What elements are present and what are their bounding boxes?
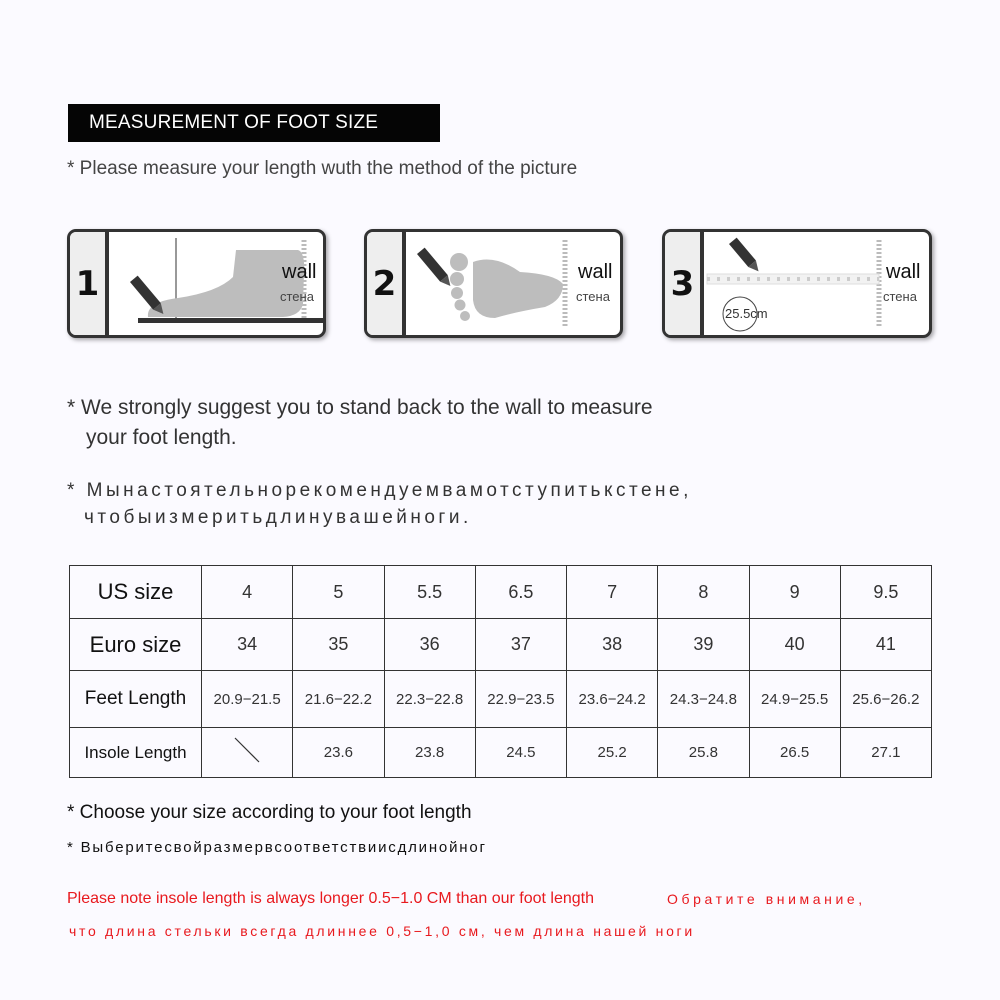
suggestion-ru-line-1: * Мынастоятельнорекомендуемвамотступитькстене, — [67, 480, 692, 501]
us-size-cell: 7 — [567, 566, 658, 619]
feet-length-cell: 24.3−24.8 — [658, 671, 749, 728]
feet-length-cell: 22.3−22.8 — [384, 671, 475, 728]
insole-length-cell: 23.8 — [384, 728, 475, 778]
wall-label-ru: стена — [883, 289, 917, 304]
us-size-cell: 6.5 — [475, 566, 566, 619]
us-size-cell: 8 — [658, 566, 749, 619]
us-size-cell: 5 — [293, 566, 384, 619]
choose-size-tip-ru: * Выберитесвойразмервсоответствиисдлинойног — [67, 839, 487, 856]
wall-label: wall — [886, 261, 921, 283]
insole-length-cell: 24.5 — [475, 728, 566, 778]
insole-length-cell: 26.5 — [749, 728, 840, 778]
feet-length-cell: 22.9−23.5 — [475, 671, 566, 728]
suggestion-line-1: * We strongly suggest you to stand back to the wall to measure — [67, 396, 653, 419]
step-number: 1 — [75, 264, 100, 304]
euro-size-cell: 38 — [567, 619, 658, 671]
row-header: US size — [70, 566, 202, 619]
feet-length-cell: 25.6−26.2 — [840, 671, 931, 728]
wall-label: wall — [578, 261, 613, 283]
step-card-1 — [67, 229, 326, 338]
feet-length-cell: 23.6−24.2 — [567, 671, 658, 728]
euro-size-cell: 39 — [658, 619, 749, 671]
row-header: Feet Length — [70, 671, 202, 728]
insole-length-cell: 23.6 — [293, 728, 384, 778]
table-row-us-size — [70, 566, 932, 619]
measure-label: 25.5cm — [725, 306, 768, 321]
insole-length-cell: 27.1 — [840, 728, 931, 778]
euro-size-cell: 37 — [475, 619, 566, 671]
feet-length-cell: 21.6−22.2 — [293, 671, 384, 728]
row-header: Euro size — [70, 619, 202, 671]
insole-length-cell: 25.2 — [567, 728, 658, 778]
suggestion-ru-line-2: чтобыизмеритьдлинувашейноги. — [84, 507, 472, 528]
insole-length-cell: 25.8 — [658, 728, 749, 778]
feet-length-cell: 24.9−25.5 — [749, 671, 840, 728]
insole-note-ru-part-1: Обратите внимание, — [667, 891, 866, 907]
step-number: 3 — [670, 264, 695, 304]
size-chart-table — [69, 565, 932, 778]
euro-size-cell: 35 — [293, 619, 384, 671]
instruction-subtitle: * Please measure your length wuth the method of the picture — [67, 158, 578, 179]
euro-size-cell: 40 — [749, 619, 840, 671]
step-number: 2 — [372, 264, 397, 304]
us-size-cell: 9 — [749, 566, 840, 619]
insole-note: Please note insole length is always longer 0.5−1.0 CM than our foot length — [67, 890, 594, 907]
us-size-cell: 9.5 — [840, 566, 931, 619]
table-row-insole-length — [70, 728, 932, 778]
table-row-euro-size — [70, 619, 932, 671]
euro-size-cell: 36 — [384, 619, 475, 671]
table-row-feet-length — [70, 671, 932, 728]
diagonal-slash-icon — [227, 734, 267, 766]
euro-size-cell: 34 — [202, 619, 293, 671]
us-size-cell: 5.5 — [384, 566, 475, 619]
us-size-cell: 4 — [202, 566, 293, 619]
wall-label-ru: стена — [280, 289, 314, 304]
suggestion-line-2: your foot length. — [86, 426, 237, 449]
row-header: Insole Length — [70, 728, 202, 778]
wall-label-ru: стена — [576, 289, 610, 304]
step-card-3 — [662, 229, 932, 338]
page-title: MEASUREMENT OF FOOT SIZE — [68, 104, 440, 142]
wall-label: wall — [282, 261, 317, 283]
feet-length-cell: 20.9−21.5 — [202, 671, 293, 728]
step-card-2 — [364, 229, 623, 338]
insole-note-ru-part-2: что длина стельки всегда длиннее 0,5−1,0 см, чем длина нашей ноги — [69, 923, 695, 939]
euro-size-cell: 41 — [840, 619, 931, 671]
choose-size-tip: * Choose your size according to your foot length — [67, 802, 472, 823]
insole-length-empty-cell — [202, 728, 293, 778]
